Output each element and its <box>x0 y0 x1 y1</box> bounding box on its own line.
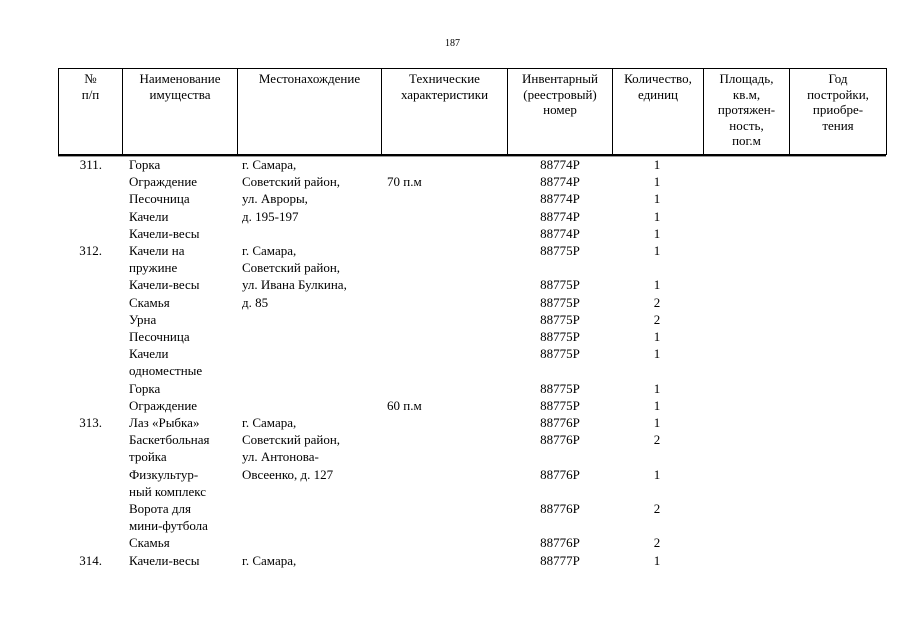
cell-quantity: 1 <box>653 191 661 207</box>
cell-number: 311. <box>79 157 102 172</box>
table-row <box>0 208 905 225</box>
cell-name: ный комплекс <box>129 483 207 499</box>
table-row <box>0 414 905 431</box>
cell-location: Советский район, <box>242 260 341 276</box>
table-row <box>0 345 905 362</box>
cell-location: г. Самара, <box>242 415 297 430</box>
cell-location: Советский район, <box>242 174 341 190</box>
table-row <box>0 362 905 379</box>
cell-quantity: 1 <box>653 208 661 224</box>
header-line: Инвентарный <box>522 71 598 86</box>
table-row <box>0 517 905 534</box>
table-row <box>0 534 905 551</box>
cell-quantity: 1 <box>653 174 661 190</box>
header-line: п/п <box>81 86 100 102</box>
cell-location: Овсеенко, д. 127 <box>242 466 334 482</box>
cell-inventory: 88776Р <box>540 535 580 551</box>
table-row <box>0 156 905 173</box>
cell-name: Урна <box>129 311 157 327</box>
cell-name: Качели-весы <box>129 225 200 241</box>
cell-name: мини-футбола <box>129 518 208 534</box>
header-tech <box>381 68 507 155</box>
cell-inventory: 88775Р <box>540 243 580 258</box>
cell-inventory: 88775Р <box>540 346 580 362</box>
cell-inventory: 88775Р <box>540 277 580 293</box>
header-line: характеристики <box>400 86 489 102</box>
cell-name: Качели <box>129 346 169 362</box>
header-line: единиц <box>637 86 679 102</box>
cell-name: Песочница <box>129 191 190 207</box>
header-line: приобре- <box>812 102 864 117</box>
cell-name: Горка <box>129 380 161 396</box>
cell-location: д. 85 <box>242 294 269 310</box>
cell-name: Скамья <box>129 535 170 551</box>
header-quantity <box>612 68 703 155</box>
cell-inventory: 88775Р <box>540 380 580 396</box>
cell-location: г. Самара, <box>242 552 297 568</box>
header-line: Площадь, <box>719 71 774 86</box>
cell-name: Физкультур- <box>129 466 199 482</box>
header-year <box>789 68 886 155</box>
cell-name: Качели на <box>129 243 185 258</box>
cell-inventory: 88774Р <box>540 174 580 190</box>
header-name <box>122 68 237 155</box>
table-row <box>0 448 905 465</box>
table-row <box>0 328 905 345</box>
cell-name: Баскетбольная <box>129 432 210 448</box>
cell-inventory: 88777Р <box>540 552 580 568</box>
header-line: Местонахождение <box>258 71 361 86</box>
cell-tech: 60 п.м <box>387 397 422 413</box>
cell-name: пружине <box>129 260 178 276</box>
header-line: имущества <box>149 86 211 102</box>
cell-inventory: 88774Р <box>540 157 580 172</box>
header-line: пог.м <box>732 133 761 148</box>
cell-inventory: 88775Р <box>540 329 580 344</box>
cell-number: 313. <box>79 415 102 430</box>
header-line: постройки, <box>807 86 869 102</box>
table-row <box>0 242 905 259</box>
table-row <box>0 466 905 483</box>
cell-quantity: 2 <box>653 294 661 310</box>
cell-location: д. 195-197 <box>242 208 299 224</box>
table-row <box>0 380 905 397</box>
cell-inventory: 88776Р <box>540 415 580 430</box>
header-inventory <box>507 68 612 155</box>
table-row <box>0 552 905 569</box>
cell-quantity: 1 <box>653 415 661 430</box>
header-location <box>237 68 381 155</box>
cell-name: Качели-весы <box>129 552 200 568</box>
table-row <box>0 500 905 517</box>
cell-quantity: 1 <box>653 552 661 568</box>
cell-name: Качели <box>129 208 169 224</box>
cell-quantity: 1 <box>653 157 661 172</box>
cell-inventory: 88775Р <box>540 294 580 310</box>
table-row <box>0 431 905 448</box>
cell-quantity: 1 <box>653 466 661 482</box>
header-line: ность, <box>729 117 764 133</box>
cell-quantity: 1 <box>653 329 661 344</box>
cell-quantity: 1 <box>653 346 661 362</box>
cell-inventory: 88776Р <box>540 432 580 448</box>
cell-location: г. Самара, <box>242 243 297 258</box>
cell-quantity: 1 <box>653 397 661 413</box>
table-row <box>0 276 905 293</box>
table-row <box>0 173 905 190</box>
cell-inventory: 88774Р <box>540 225 580 241</box>
table-row <box>0 190 905 207</box>
cell-name: Песочница <box>129 329 190 344</box>
table-row <box>0 397 905 414</box>
cell-quantity: 2 <box>653 311 661 327</box>
cell-quantity: 2 <box>653 432 661 448</box>
cell-location: Советский район, <box>242 432 341 448</box>
header-line: кв.м, <box>732 86 761 102</box>
cell-quantity: 1 <box>653 380 661 396</box>
header-number <box>58 68 122 155</box>
header-line: Год <box>828 71 848 86</box>
header-line: тения <box>822 117 854 133</box>
table-row <box>0 225 905 242</box>
table-right-border <box>886 68 887 155</box>
cell-quantity: 1 <box>653 225 661 241</box>
cell-quantity: 1 <box>653 243 661 258</box>
cell-name: Лаз «Рыбка» <box>129 415 200 430</box>
cell-name: Ограждение <box>129 397 198 413</box>
cell-quantity: 2 <box>653 535 661 551</box>
cell-name: Ворота для <box>129 501 191 516</box>
header-line: Наименование <box>139 71 221 86</box>
header-line: (реестровый) <box>523 86 597 102</box>
cell-inventory: 88776Р <box>540 466 580 482</box>
page-number: 187 <box>445 38 460 49</box>
cell-inventory: 88775Р <box>540 397 580 413</box>
cell-name: Ограждение <box>129 174 198 190</box>
table-row <box>0 483 905 500</box>
cell-name: Скамья <box>129 294 170 310</box>
cell-inventory: 88775Р <box>540 311 580 327</box>
header-area <box>703 68 789 155</box>
cell-name: Горка <box>129 157 161 172</box>
table-row <box>0 259 905 276</box>
cell-name: тройка <box>129 449 167 465</box>
cell-name: Качели-весы <box>129 277 200 293</box>
cell-quantity: 2 <box>653 501 661 516</box>
header-line: Технические <box>409 71 480 86</box>
cell-inventory: 88774Р <box>540 191 580 207</box>
cell-location: ул. Авроры, <box>242 191 308 207</box>
header-line: протяжен- <box>717 102 776 117</box>
cell-location: ул. Ивана Булкина, <box>242 277 347 293</box>
cell-location: г. Самара, <box>242 157 297 172</box>
header-line: номер <box>543 102 577 117</box>
cell-name: одноместные <box>129 363 203 379</box>
cell-tech: 70 п.м <box>387 174 422 190</box>
header-line: № <box>84 71 97 86</box>
cell-number: 314. <box>79 552 102 568</box>
table-row <box>0 311 905 328</box>
cell-number: 312. <box>79 243 102 258</box>
table-row <box>0 294 905 311</box>
cell-quantity: 1 <box>653 277 661 293</box>
cell-inventory: 88774Р <box>540 208 580 224</box>
cell-location: ул. Антонова- <box>242 449 319 465</box>
header-line: Количество, <box>624 71 692 86</box>
cell-inventory: 88776Р <box>540 501 580 516</box>
